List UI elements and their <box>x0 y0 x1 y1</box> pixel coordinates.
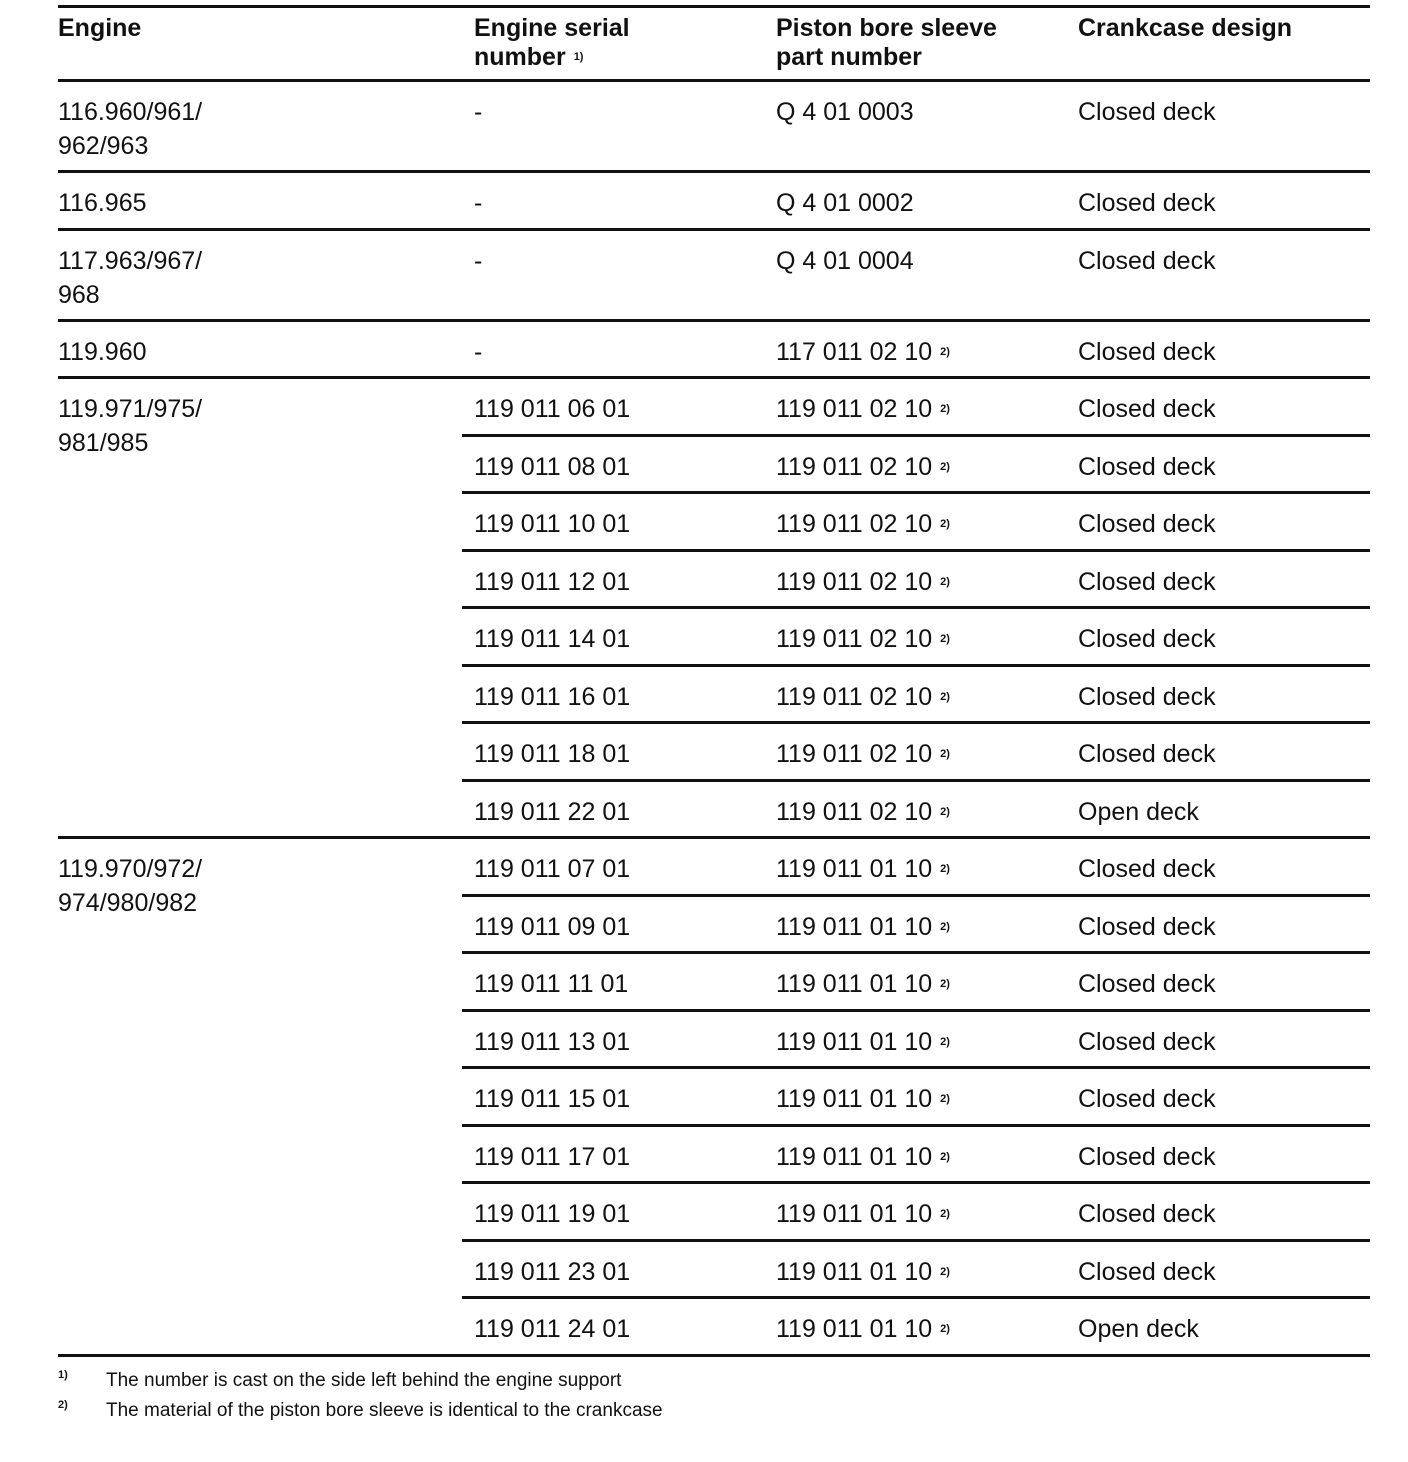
crankcase-design-cell-text: Closed deck <box>1078 855 1216 883</box>
crankcase-design-cell <box>1078 244 1216 278</box>
sleeve-part-number-cell-text: Q 4 01 0003 <box>776 98 914 126</box>
table-top-rule <box>58 5 1370 8</box>
row-rule <box>462 894 1370 897</box>
engine-line: 119.960 <box>58 337 147 366</box>
crankcase-design-cell-text: Closed deck <box>1078 1257 1216 1286</box>
crankcase-design-cell-text: Closed deck <box>1078 452 1216 481</box>
engine-serial-cell-text: 119 011 17 01 <box>474 1142 631 1171</box>
crankcase-design-cell <box>1078 680 1216 714</box>
engine-serial-cell <box>474 737 630 771</box>
engine-serial-cell-text: 119 011 13 01 <box>474 1027 631 1056</box>
sleeve-part-number-cell-text: 119 011 02 10 <box>776 452 933 481</box>
row-rule <box>462 1066 1370 1069</box>
engine-serial-cell <box>474 622 630 656</box>
crankcase-design-cell-text: Open deck <box>1078 1315 1199 1343</box>
engine-serial-cell <box>474 967 628 1001</box>
engine-serial-cell <box>474 507 630 541</box>
sleeve-part-number-cell <box>776 737 950 776</box>
crankcase-design-cell-text: Closed deck <box>1078 682 1216 711</box>
engine-serial-cell-text: 119 011 22 01 <box>474 797 631 826</box>
crankcase-design-cell <box>1078 1255 1216 1289</box>
sleeve-part-number-cell-text: 119 011 01 10 <box>776 855 933 883</box>
engine-serial-cell-text: - <box>474 98 483 126</box>
header-serial-text: number <box>474 43 566 71</box>
sleeve-part-number-cell-text: 119 011 01 10 <box>776 1200 933 1228</box>
engine-serial-cell <box>474 1255 630 1289</box>
sleeve-part-number-cell <box>776 852 950 891</box>
engine-serial-cell <box>474 186 482 220</box>
crankcase-design-cell <box>1078 186 1216 220</box>
header-piston-bore-sleeve <box>776 14 997 72</box>
header-crankcase-line: Crankcase design <box>1078 14 1292 42</box>
engine-serial-cell <box>474 1140 630 1174</box>
engine-line: 974/980/982 <box>58 889 198 917</box>
crankcase-design-cell <box>1078 565 1216 599</box>
engine-serial-cell <box>474 795 630 829</box>
sleeve-part-number-cell-text: 119 011 02 10 <box>776 395 933 423</box>
sleeve-part-number-cell-text: 119 011 02 10 <box>776 740 933 768</box>
sleeve-part-number-cell-text: 119 011 01 10 <box>776 1142 933 1171</box>
sleeve-part-number-cell-text: Q 4 01 0002 <box>776 189 914 217</box>
footnote-ref: 2) <box>940 1323 950 1335</box>
footnote-ref: 2) <box>940 345 950 358</box>
footnote-ref: 2) <box>940 748 950 760</box>
crankcase-design-cell <box>1078 1197 1216 1231</box>
row-rule <box>462 1239 1370 1242</box>
row-rule <box>462 664 1370 667</box>
row-rule <box>462 951 1370 954</box>
crankcase-design-cell-text: Closed deck <box>1078 395 1216 423</box>
row-rule <box>462 1124 1370 1127</box>
engine-serial-cell-text: - <box>474 337 483 366</box>
engine-serial-cell-text: - <box>474 246 483 275</box>
sleeve-part-number-cell-text: 119 011 02 10 <box>776 797 933 826</box>
group-rule <box>58 1354 1370 1357</box>
sleeve-part-number-cell-text: 119 011 02 10 <box>776 567 933 596</box>
footnote-2-mark: 2) <box>58 1399 68 1411</box>
engine-serial-cell <box>474 392 630 426</box>
footnote-ref: 2) <box>940 805 950 818</box>
sleeve-part-number-cell-text: 119 011 01 10 <box>776 1315 933 1343</box>
sleeve-part-number-cell <box>776 1197 950 1236</box>
engine-serial-cell <box>474 244 482 278</box>
header-rule <box>58 79 1370 82</box>
header-engine-line: Engine <box>58 14 142 42</box>
engine-line: 119.971/975/ <box>58 395 203 423</box>
sleeve-part-number-cell-text: Q 4 01 0004 <box>776 246 914 275</box>
engine-serial-cell-text: 119 011 15 01 <box>474 1085 631 1113</box>
crankcase-design-cell <box>1078 1082 1216 1116</box>
footnote-ref: 2) <box>940 403 950 415</box>
sleeve-part-number-cell-text: 119 011 02 10 <box>776 625 933 653</box>
engine-serial-cell <box>474 450 630 484</box>
sleeve-part-number-cell <box>776 565 950 604</box>
sleeve-part-number-cell <box>776 450 950 489</box>
sleeve-part-number-cell <box>776 795 950 834</box>
group-rule <box>58 170 1370 173</box>
engine-serial-cell <box>474 852 630 886</box>
engine-line: 116.960/961/ <box>58 98 203 126</box>
engine-serial-cell <box>474 910 630 944</box>
group-rule <box>58 836 1370 839</box>
engine-cell <box>58 244 202 312</box>
row-rule <box>462 1181 1370 1184</box>
sleeve-part-number-cell <box>776 95 914 129</box>
crankcase-design-cell <box>1078 737 1216 771</box>
crankcase-design-cell-text: Closed deck <box>1078 740 1216 768</box>
footnote-1-text: The number is cast on the side left behind the engine support <box>106 1370 622 1391</box>
crankcase-design-cell-text: Open deck <box>1078 797 1199 826</box>
sleeve-part-number-cell <box>776 1255 950 1294</box>
crankcase-design-cell-text: Closed deck <box>1078 1027 1216 1056</box>
footnote-ref: 2) <box>940 920 950 933</box>
crankcase-design-cell <box>1078 1312 1199 1346</box>
engine-serial-cell-text: 119 011 12 01 <box>474 567 631 596</box>
sleeve-part-number-cell <box>776 507 950 546</box>
sleeve-part-number-cell-text: 119 011 01 10 <box>776 1257 933 1286</box>
crankcase-design-cell <box>1078 967 1216 1001</box>
crankcase-design-cell-text: Closed deck <box>1078 246 1216 275</box>
sleeve-part-number-cell-text: 119 011 01 10 <box>776 1027 933 1056</box>
footnote-ref: 2) <box>940 460 950 473</box>
footnote-ref: 2) <box>940 633 950 645</box>
crankcase-design-cell <box>1078 450 1216 484</box>
engine-serial-cell-text: 119 011 07 01 <box>474 855 631 883</box>
crankcase-design-cell-text: Closed deck <box>1078 1142 1216 1171</box>
engine-serial-cell <box>474 680 630 714</box>
header-serial-line-2 <box>474 43 630 77</box>
row-rule <box>462 549 1370 552</box>
crankcase-design-cell-text: Closed deck <box>1078 510 1216 538</box>
sleeve-part-number-cell <box>776 1082 950 1121</box>
footnote-ref: 1) <box>573 51 584 63</box>
footnote-1-mark: 1) <box>58 1369 68 1381</box>
header-engine <box>58 14 141 43</box>
footnote-ref: 2) <box>940 1265 950 1278</box>
header-engine-serial-number <box>474 14 630 77</box>
sleeve-part-number-cell-text: 119 011 02 10 <box>776 510 933 538</box>
footnote-2-text: The material of the piston bore sleeve is identical to the crankcase <box>106 1400 663 1421</box>
engine-serial-cell-text: - <box>474 189 483 217</box>
engine-cell <box>58 852 202 920</box>
crankcase-design-cell <box>1078 507 1216 541</box>
engine-serial-cell-text: 119 011 09 01 <box>474 912 631 941</box>
engine-serial-cell-text: 119 011 10 01 <box>474 510 631 538</box>
footnote-2 <box>58 1396 1370 1426</box>
crankcase-design-cell <box>1078 795 1199 829</box>
footnote-1 <box>58 1366 1370 1396</box>
engine-serial-cell <box>474 1082 630 1116</box>
group-rule <box>58 228 1370 231</box>
engine-cell <box>58 392 202 460</box>
engine-serial-cell <box>474 1197 630 1231</box>
group-rule <box>58 376 1370 379</box>
engine-serial-cell-text: 119 011 16 01 <box>474 682 631 711</box>
engine-serial-cell-text: 119 011 06 01 <box>474 395 631 423</box>
group-rule <box>58 319 1370 322</box>
engine-cell <box>58 95 202 163</box>
engine-serial-cell-text: 119 011 24 01 <box>474 1315 631 1343</box>
engine-serial-cell-text: 119 011 23 01 <box>474 1257 631 1286</box>
sleeve-part-number-cell <box>776 1140 950 1179</box>
footnote-ref: 2) <box>940 978 950 990</box>
row-rule <box>462 779 1370 782</box>
engine-cell <box>58 186 147 220</box>
crankcase-design-cell <box>1078 910 1216 944</box>
footnotes <box>58 1366 1370 1426</box>
row-rule <box>462 1009 1370 1012</box>
crankcase-design-cell-text: Closed deck <box>1078 337 1216 366</box>
crankcase-design-cell <box>1078 1140 1216 1174</box>
engine-serial-cell-text: 119 011 14 01 <box>474 625 631 653</box>
sleeve-part-number-cell <box>776 910 950 949</box>
sleeve-part-number-cell <box>776 680 950 719</box>
crankcase-design-cell <box>1078 392 1216 426</box>
footnote-ref: 2) <box>940 690 950 703</box>
crankcase-design-cell-text: Closed deck <box>1078 1085 1216 1113</box>
crankcase-design-cell-text: Closed deck <box>1078 625 1216 653</box>
engine-line: 116.965 <box>58 189 147 217</box>
crankcase-design-cell <box>1078 335 1216 369</box>
row-rule <box>462 434 1370 437</box>
sleeve-part-number-cell <box>776 186 914 220</box>
sleeve-part-number-cell-text: 119 011 01 10 <box>776 1085 933 1113</box>
crankcase-design-cell <box>1078 622 1216 656</box>
engine-serial-cell <box>474 1312 630 1346</box>
header-serial-line-1: Engine serial <box>474 14 630 42</box>
footnote-ref: 2) <box>940 1035 950 1048</box>
engine-cell <box>58 335 147 369</box>
sleeve-part-number-cell <box>776 1025 950 1064</box>
row-rule <box>462 491 1370 494</box>
header-crankcase-design <box>1078 14 1292 43</box>
crankcase-design-cell <box>1078 852 1216 886</box>
engine-serial-cell <box>474 95 482 129</box>
sleeve-part-number-cell <box>776 392 950 431</box>
engine-serial-cell <box>474 335 482 369</box>
engine-line: 962/963 <box>58 132 149 160</box>
header-sleeve-line-2: part number <box>776 43 922 71</box>
sleeve-part-number-cell-text: 119 011 01 10 <box>776 912 933 941</box>
sleeve-part-number-cell-text: 117 011 02 10 <box>776 337 933 366</box>
sleeve-part-number-cell <box>776 335 950 374</box>
crankcase-design-cell-text: Closed deck <box>1078 98 1216 126</box>
sleeve-part-number-cell <box>776 244 914 278</box>
header-sleeve-line-1: Piston bore sleeve <box>776 14 997 42</box>
footnote-ref: 2) <box>940 1208 950 1220</box>
footnote-ref: 2) <box>940 1150 950 1163</box>
sleeve-part-number-cell <box>776 1312 950 1351</box>
footnote-ref: 2) <box>940 863 950 875</box>
sleeve-part-number-cell <box>776 622 950 661</box>
crankcase-design-cell-text: Closed deck <box>1078 567 1216 596</box>
crankcase-design-cell-text: Closed deck <box>1078 970 1216 998</box>
engine-line: 981/985 <box>58 429 149 457</box>
footnote-ref: 2) <box>940 1093 950 1105</box>
row-rule <box>462 1296 1370 1299</box>
row-rule <box>462 721 1370 724</box>
engine-serial-cell <box>474 565 630 599</box>
engine-serial-cell-text: 119 011 19 01 <box>474 1200 631 1228</box>
crankcase-design-cell <box>1078 1025 1216 1059</box>
engine-serial-cell-text: 119 011 08 01 <box>474 452 631 481</box>
engine-line: 968 <box>58 280 100 309</box>
engine-serial-cell <box>474 1025 630 1059</box>
footnote-ref: 2) <box>940 575 950 588</box>
footnote-ref: 2) <box>940 518 950 530</box>
engine-serial-cell-text: 119 011 18 01 <box>474 740 631 768</box>
engine-line: 119.970/972/ <box>58 855 203 883</box>
crankcase-design-cell-text: Closed deck <box>1078 1200 1216 1228</box>
crankcase-design-cell-text: Closed deck <box>1078 189 1216 217</box>
engine-line: 117.963/967/ <box>58 246 203 275</box>
crankcase-design-cell <box>1078 95 1216 129</box>
sleeve-part-number-cell-text: 119 011 02 10 <box>776 682 933 711</box>
sleeve-part-number-cell <box>776 967 950 1006</box>
row-rule <box>462 606 1370 609</box>
crankcase-design-cell-text: Closed deck <box>1078 912 1216 941</box>
sleeve-part-number-cell-text: 119 011 01 10 <box>776 970 933 998</box>
engine-serial-cell-text: 119 011 11 01 <box>474 970 629 998</box>
